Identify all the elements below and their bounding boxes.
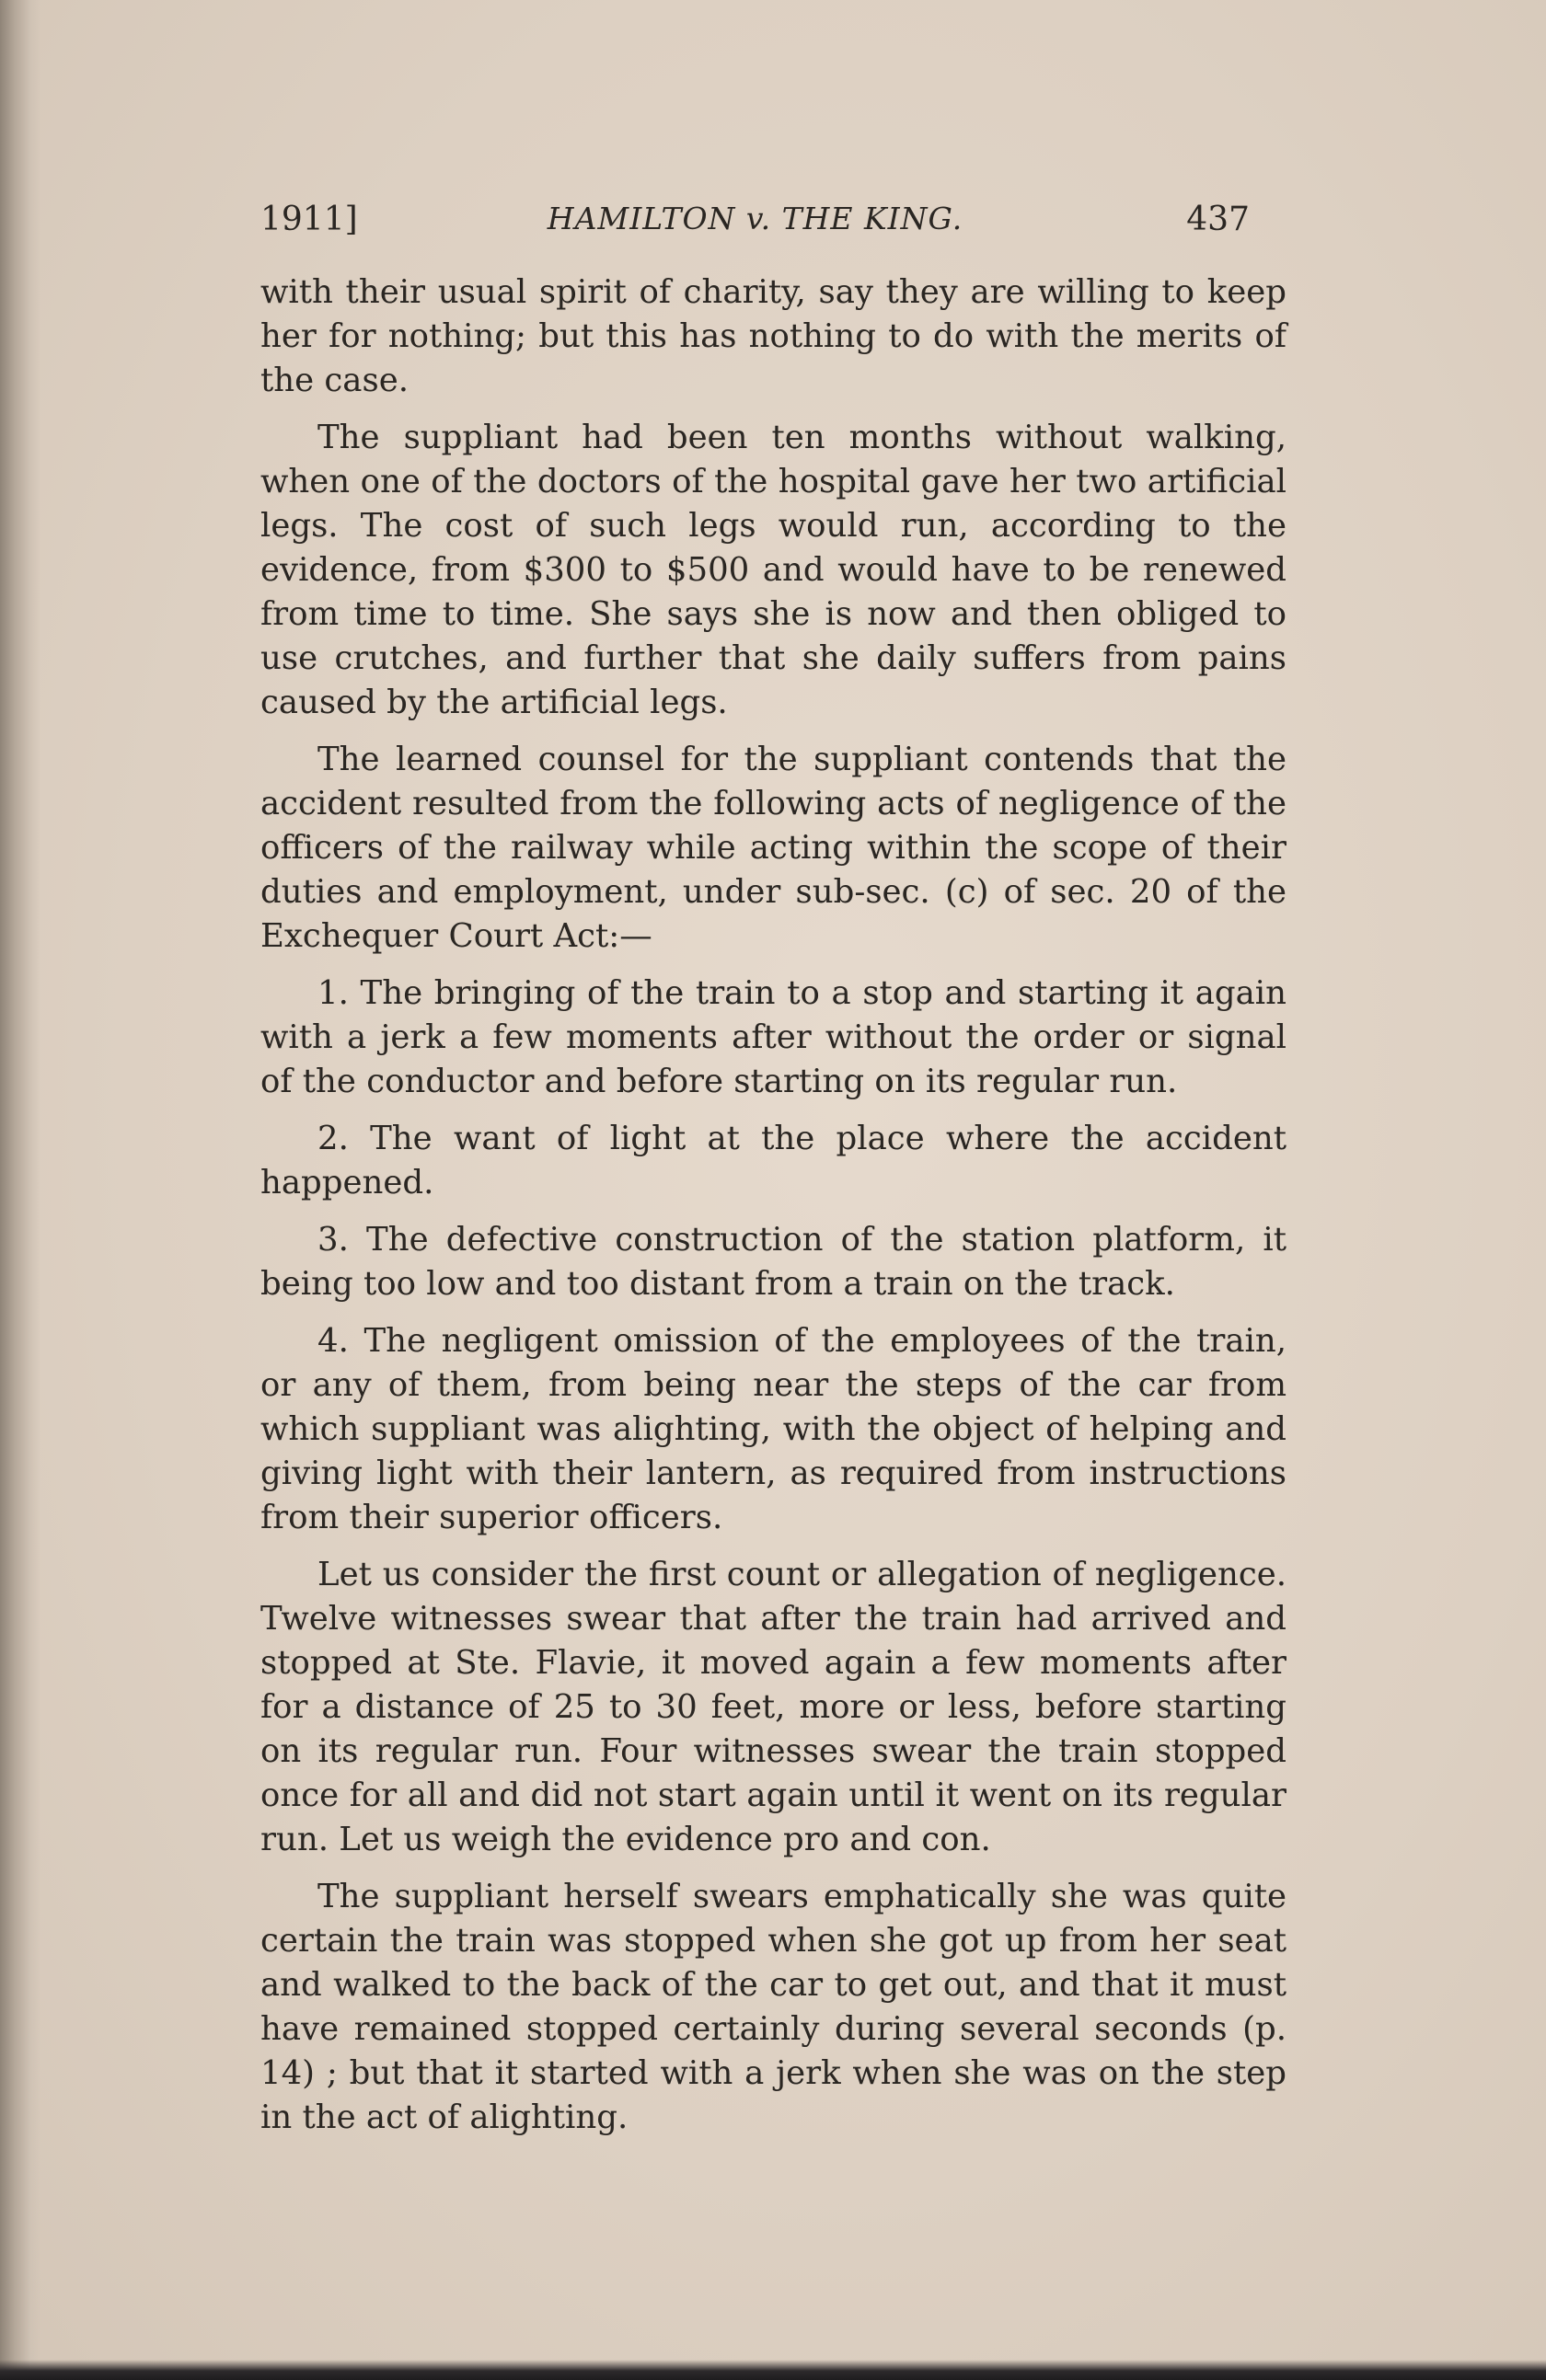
paragraph: The suppliant had been ten months without walking, when one of the doctors of the hospital gave her two artificial legs. The cost of such legs would run, according to the evidence, from $300 to $500 and would have to be renewed from time to time. She says she is now and then obliged to use crutches, and further that she daily suffers from pains caused by the artificial legs. [260,419,1286,721]
paragraph: The learned counsel for the suppliant contends that the accident resulted from the following acts of negligence of the officers of the railway while acting within the scope of their duties and employment, under sub-sec. (c) of sec. 20 of the Exchequer Court Act:— [260,741,1286,955]
page-gutter [0,0,40,2380]
page-number: 437 [1186,201,1250,238]
numbered-item-4: 4. The negligent omission of the employees of the train, or any of them, from being near the steps of the car from which suppliant was alighting, with the object of helping and giving light with their lantern, as required from instructions from their superior officers. [260,1322,1286,1536]
paragraph: The suppliant herself swears emphatically she was quite certain the train was stopped when she got up from her seat and walked to the back of the car to get out, and that it must have remained stopped certainly during several seconds (p. 14) ; but that it started with a jerk when she was on the step in the act of alighting. [260,1878,1286,2136]
paragraph-continued: with their usual spirit of charity, say they are willing to keep her for nothing; but this has nothing to do with the merits of the case. [260,273,1286,399]
paragraph: Let us consider the first count or allegation of negligence. Twelve witnesses swear that after the train had arrived and stopped at Ste. Flavie, it moved again a few moments after for a distance of 25 to 30 feet, more or less, before starting on its regular run. Four witnesses swear the train stopped once for all and did not start again until it went on its regular run. Let us weigh the evidence pro and con. [260,1556,1286,1858]
body-text [260,270,1286,2153]
header-title: HAMILTON v. THE KING. [547,201,963,236]
page-bottom-edge [0,2360,1546,2380]
numbered-item-2: 2. The want of light at the place where the accident happened. [260,1120,1286,1201]
running-head [260,201,1250,247]
numbered-item-3: 3. The defective construction of the station platform, it being too low and too distant from a train on the track. [260,1221,1286,1303]
header-year: 1911] [260,201,358,238]
numbered-item-1: 1. The bringing of the train to a stop and starting it again with a jerk a few moments after without the order or signal of the conductor and before starting on its regular run. [260,974,1286,1100]
